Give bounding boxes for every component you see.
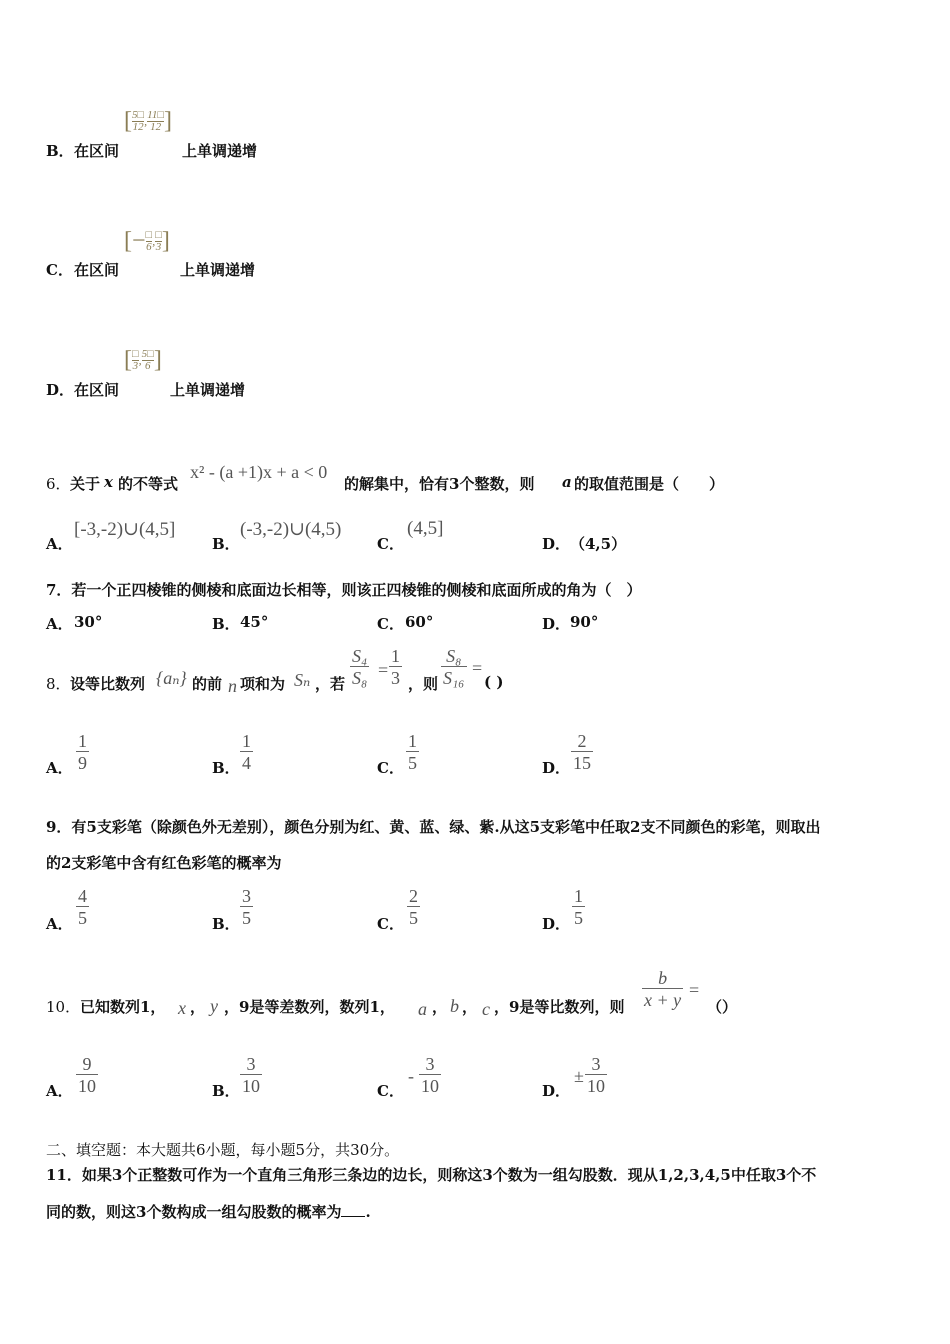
- var-b: b: [450, 996, 459, 1016]
- bracket-right: ]: [161, 228, 170, 254]
- option-text: 90°: [570, 613, 599, 631]
- question-text: ，: [462, 998, 478, 1016]
- frac-den: 6: [144, 360, 151, 372]
- option-letter: A．: [46, 1082, 73, 1100]
- bracket-left: [−: [124, 228, 146, 254]
- option-fraction: [76, 1054, 98, 1097]
- frac-num: □: [155, 229, 162, 241]
- question-text: 同的数，则这3个数构成一组勾股数的概率为: [46, 1203, 342, 1221]
- sep: ,: [144, 114, 148, 128]
- option-letter: A．: [46, 615, 73, 633]
- question-text: 设等比数列: [70, 675, 146, 693]
- interval-formula: [124, 228, 170, 255]
- frac-num: 9: [82, 1054, 92, 1074]
- option-formula: [-3,-2)∪(4,5]: [74, 519, 176, 540]
- frac-den: 10: [421, 1076, 439, 1096]
- option-text: 上单调递增: [170, 381, 246, 399]
- frac-den: S₈: [352, 668, 368, 688]
- frac-den: 10: [587, 1076, 605, 1096]
- question-text: 已知数列1，: [80, 998, 166, 1016]
- option-fraction: [572, 886, 585, 929]
- option-text: 上单调递增: [180, 261, 256, 279]
- option-text: 45°: [240, 613, 269, 631]
- frac-den: 10: [242, 1076, 260, 1096]
- answer-blank[interactable]: [341, 1204, 365, 1217]
- bracket-right: ]: [163, 108, 172, 134]
- frac-num: 1: [574, 886, 583, 906]
- frac-den: 5: [409, 908, 418, 928]
- question-text: 9．有5支彩笔（除颜色外无差别），颜色分别为红、黄、蓝、绿、紫.从这5支彩笔中任取2支不同颜色的彩笔，则取出: [46, 818, 821, 836]
- option-letter: D．: [542, 615, 571, 633]
- question-text: ，: [190, 998, 206, 1016]
- question-text-line2: [46, 1201, 371, 1222]
- interval-formula: [124, 347, 162, 374]
- option-letter: D．: [542, 535, 571, 553]
- sign: ±: [574, 1066, 584, 1086]
- option-formula: (-3,-2)∪(4,5): [240, 519, 342, 540]
- frac-num: 3: [425, 1054, 435, 1074]
- option-letter: B．: [212, 1082, 240, 1100]
- option-letter: B．: [212, 915, 240, 933]
- option-fraction: [240, 886, 253, 929]
- option-fraction: [240, 731, 253, 774]
- sign: -: [408, 1066, 414, 1086]
- frac-num: □: [132, 348, 139, 360]
- frac-num: 1: [391, 646, 400, 666]
- option-letter: B．: [46, 142, 74, 160]
- frac-den: x + y: [644, 990, 682, 1010]
- frac-num: 4: [78, 886, 87, 906]
- option-fraction: [419, 1054, 441, 1097]
- interval-formula: [124, 108, 172, 135]
- option-letter: C．: [377, 1082, 404, 1100]
- option-text: 30°: [74, 613, 103, 631]
- question-text: ，若: [315, 675, 346, 693]
- option-text: 60°: [405, 613, 434, 631]
- question-text: （）: [707, 998, 738, 1016]
- frac-num: 5□: [141, 348, 154, 360]
- bracket-left: [: [124, 108, 132, 134]
- ask-fraction: [642, 968, 683, 1011]
- option-text: 上单调递增: [182, 142, 258, 160]
- option-letter: C．: [46, 261, 73, 279]
- question-text: ，9是等比数列，则: [494, 998, 625, 1016]
- frac-den: 3: [391, 668, 400, 688]
- frac-den: 5: [408, 753, 417, 773]
- var-c: c: [482, 999, 490, 1019]
- frac-den: 4: [242, 753, 251, 773]
- sequence-symbol: {aₙ}: [156, 668, 187, 688]
- frac-den: 5: [242, 908, 251, 928]
- option-letter: D．: [46, 381, 75, 399]
- option-letter: C．: [377, 759, 404, 777]
- sum-symbol: Sₙ: [294, 670, 311, 690]
- option-letter: B．: [212, 615, 240, 633]
- option-fraction: [76, 886, 89, 929]
- bracket-left: [: [124, 347, 132, 373]
- option-letter: D．: [542, 759, 571, 777]
- question-text: ，: [432, 998, 448, 1016]
- option-letter: C．: [377, 915, 404, 933]
- section-heading: 二、填空题：本大题共6小题，每小题5分，共30分。: [46, 1141, 400, 1159]
- frac-num: □: [145, 229, 153, 241]
- option-formula: (4,5]: [407, 518, 444, 539]
- frac-den: 3: [132, 360, 139, 372]
- question-text: .: [365, 1203, 371, 1221]
- condition-fraction: [350, 646, 369, 689]
- frac-num: 3: [242, 886, 251, 906]
- question-text: 的不等式: [118, 475, 179, 493]
- frac-den: 5: [574, 908, 583, 928]
- inequality-formula: x² - (a +1)x + a < 0: [190, 462, 328, 482]
- frac-num: b: [658, 968, 668, 988]
- var-a: a: [418, 999, 427, 1019]
- var-x: x: [104, 473, 113, 491]
- question-text: 的2支彩笔中含有红色彩笔的概率为: [46, 854, 282, 872]
- frac-den: 15: [573, 753, 591, 773]
- option-letter: A．: [46, 759, 73, 777]
- frac-num: S₈: [446, 646, 462, 666]
- equals-sign: =: [689, 980, 700, 1000]
- option-letter: D．: [542, 915, 571, 933]
- equals-sign: =: [472, 658, 483, 678]
- frac-num: 3: [246, 1054, 256, 1074]
- question-number: 10．: [46, 998, 81, 1016]
- sep: ,: [138, 353, 142, 367]
- var-a: a: [562, 473, 572, 491]
- question-text: ，9是等差数列，数列1，: [224, 998, 395, 1016]
- question-text: 的前: [192, 675, 223, 693]
- frac-den: 5: [78, 908, 87, 928]
- var-y: y: [210, 996, 218, 1016]
- question-text: ，则: [408, 675, 439, 693]
- option-text: 在区间: [74, 261, 120, 279]
- frac-num: 5□: [132, 109, 145, 121]
- option-letter: B．: [212, 535, 240, 553]
- frac-den: 10: [78, 1076, 96, 1096]
- question-text: 11．如果3个正整数可作为一个直角三角形三条边的边长，则称这3个数为一组勾股数．现从1,2,3,4,5中任取3个不: [46, 1166, 817, 1184]
- ask-fraction: [441, 646, 467, 689]
- frac-num: S₄: [352, 646, 368, 666]
- equals-sign: =: [378, 660, 389, 680]
- frac-den: 3: [155, 241, 162, 253]
- frac-num: 1: [408, 731, 417, 751]
- option-fraction: [406, 731, 419, 774]
- option-fraction: [571, 731, 593, 774]
- question-text: 7．若一个正四棱锥的侧棱和底面边长相等，则该正四棱锥的侧棱和底面所成的角为（ ）: [46, 581, 642, 599]
- option-letter: A．: [46, 915, 73, 933]
- question-text: ( ): [484, 673, 504, 691]
- sep: ,: [152, 234, 156, 248]
- option-text: 在区间: [74, 381, 120, 399]
- frac-den: 9: [78, 753, 87, 773]
- var-n: n: [228, 676, 237, 696]
- question-text: 的解集中，恰有3个整数，则: [344, 475, 535, 493]
- frac-num: 2: [409, 886, 418, 906]
- condition-value-fraction: [389, 646, 402, 689]
- frac-num: 1: [78, 731, 87, 751]
- option-fraction: [240, 1054, 262, 1097]
- question-text: 的取值范围是（ ）: [574, 475, 725, 493]
- option-letter: A．: [46, 535, 73, 553]
- frac-den: 6: [146, 241, 152, 253]
- bracket-right: ]: [153, 347, 162, 373]
- frac-num: 3: [591, 1054, 601, 1074]
- frac-den: 12: [150, 121, 162, 133]
- question-text: 关于: [70, 475, 101, 493]
- option-fraction: [76, 731, 89, 774]
- option-text: 在区间: [74, 142, 120, 160]
- option-fraction: [407, 886, 420, 929]
- option-letter: C．: [377, 615, 404, 633]
- frac-num: 2: [577, 731, 587, 751]
- frac-den: S₁₆: [443, 668, 465, 688]
- frac-num: 11□: [147, 109, 164, 121]
- frac-den: 12: [132, 121, 144, 133]
- var-x: x: [178, 998, 186, 1018]
- question-number: 6．: [46, 475, 71, 493]
- option-fraction: [585, 1054, 607, 1097]
- option-letter: D．: [542, 1082, 571, 1100]
- frac-num: 1: [242, 731, 251, 751]
- option-text: （4,5）: [570, 535, 627, 553]
- option-letter: B．: [212, 759, 240, 777]
- question-text: 项和为: [240, 675, 286, 693]
- option-letter: C．: [377, 535, 404, 553]
- question-number: 8．: [46, 675, 71, 693]
